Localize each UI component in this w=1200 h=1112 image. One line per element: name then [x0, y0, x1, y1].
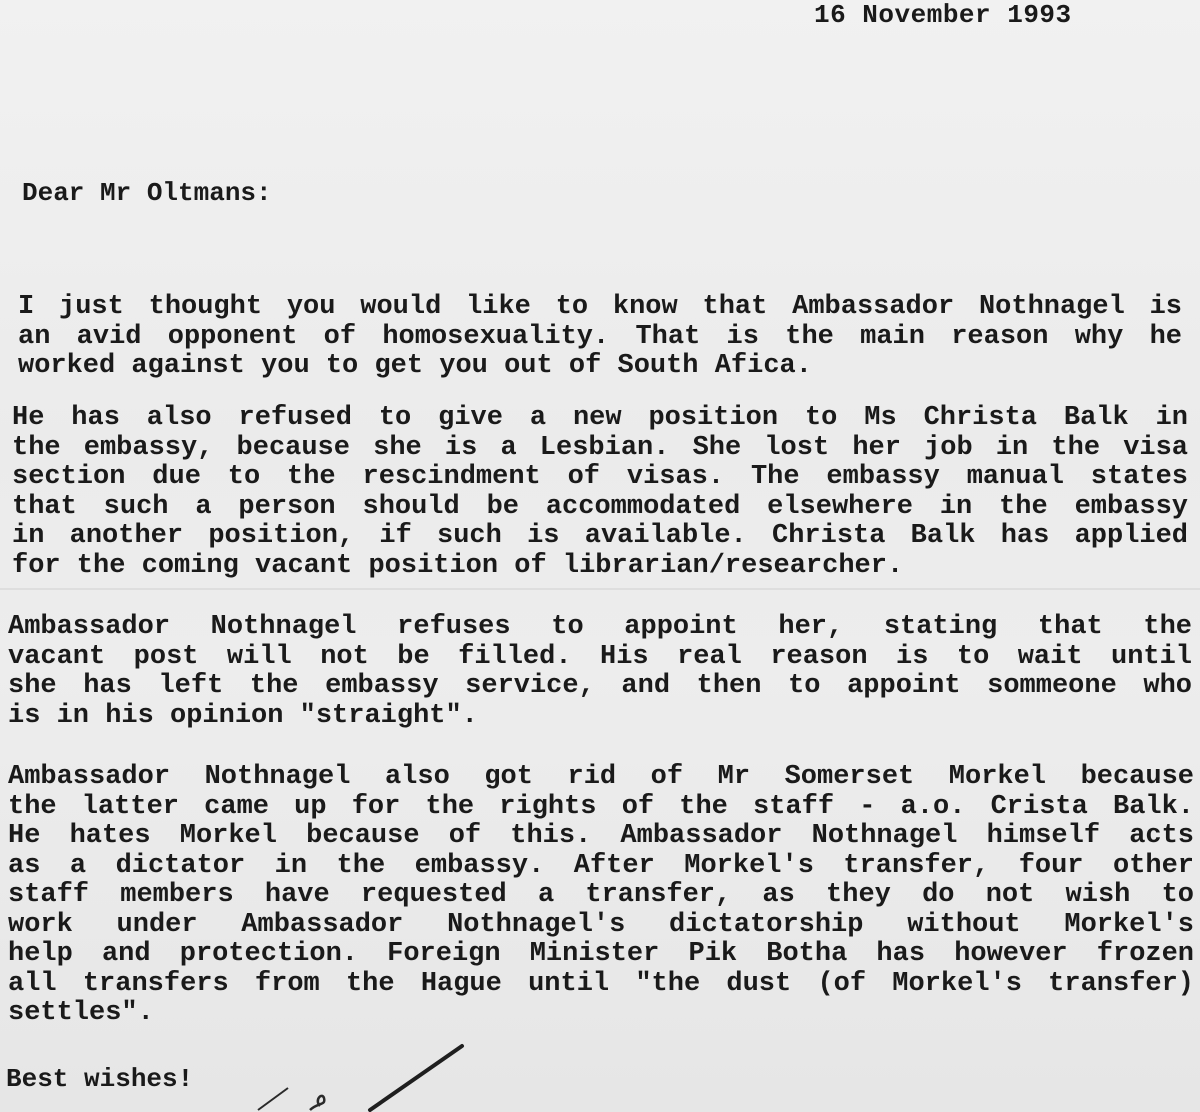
closing: Best wishes!	[6, 1064, 194, 1094]
letter-line: I just thought you would like to know that Ambassador Nothnagel is	[18, 293, 1182, 322]
letter-line: settles".	[8, 999, 154, 1028]
letter-line: she has left the embassy service, and then to appoint sommeone who	[8, 672, 1192, 701]
letter-line: staff members have requested a transfer, as they do not wish to	[8, 881, 1194, 910]
salutation: Dear Mr Oltmans:	[22, 178, 272, 208]
paragraph-2	[12, 404, 1188, 581]
paper-fold	[0, 588, 1200, 590]
signature-icon	[240, 1036, 480, 1112]
letter-line: an avid opponent of homosexuality. That is the main reason why he	[18, 322, 1182, 352]
paragraph-4	[8, 763, 1194, 1029]
letter-line: He has also refused to give a new position to Ms Christa Balk in	[12, 404, 1188, 433]
letter-line: vacant post will not be filled. His real reason is to wait until	[8, 642, 1192, 672]
paragraph-3	[8, 613, 1192, 731]
letter-line: in another position, if such is available. Christa Balk has applied	[12, 522, 1188, 551]
letter-line: help and protection. Foreign Minister Pik Botha has however frozen	[8, 940, 1194, 969]
letter-line: all transfers from the Hague until "the dust (of Morkel's transfer)	[8, 969, 1194, 999]
paragraph-1	[18, 293, 1182, 382]
letter-line: worked against you to get you out of South Afica.	[18, 352, 812, 381]
letter-line: Ambassador Nothnagel also got rid of Mr Somerset Morkel because	[8, 763, 1194, 792]
letter-line: work under Ambassador Nothnagel's dictatorship without Morkel's	[8, 910, 1194, 940]
letter-line: for the coming vacant position of librarian/researcher.	[12, 551, 904, 581]
letter-line: He hates Morkel because of this. Ambassador Nothnagel himself acts	[8, 822, 1194, 851]
letter-line: is in his opinion "straight".	[8, 701, 478, 731]
letter-date: 16 November 1993	[814, 0, 1072, 30]
letter-line: section due to the rescindment of visas. The embassy manual states	[12, 463, 1188, 492]
letter-line: the embassy, because she is a Lesbian. She lost her job in the visa	[12, 433, 1188, 463]
letter-line: the latter came up for the rights of the staff - a.o. Crista Balk.	[8, 792, 1194, 822]
letter-line: Ambassador Nothnagel refuses to appoint her, stating that the	[8, 613, 1192, 642]
letter-line: as a dictator in the embassy. After Morkel's transfer, four other	[8, 851, 1194, 881]
letter-line: that such a person should be accommodated elsewhere in the embassy	[12, 492, 1188, 522]
